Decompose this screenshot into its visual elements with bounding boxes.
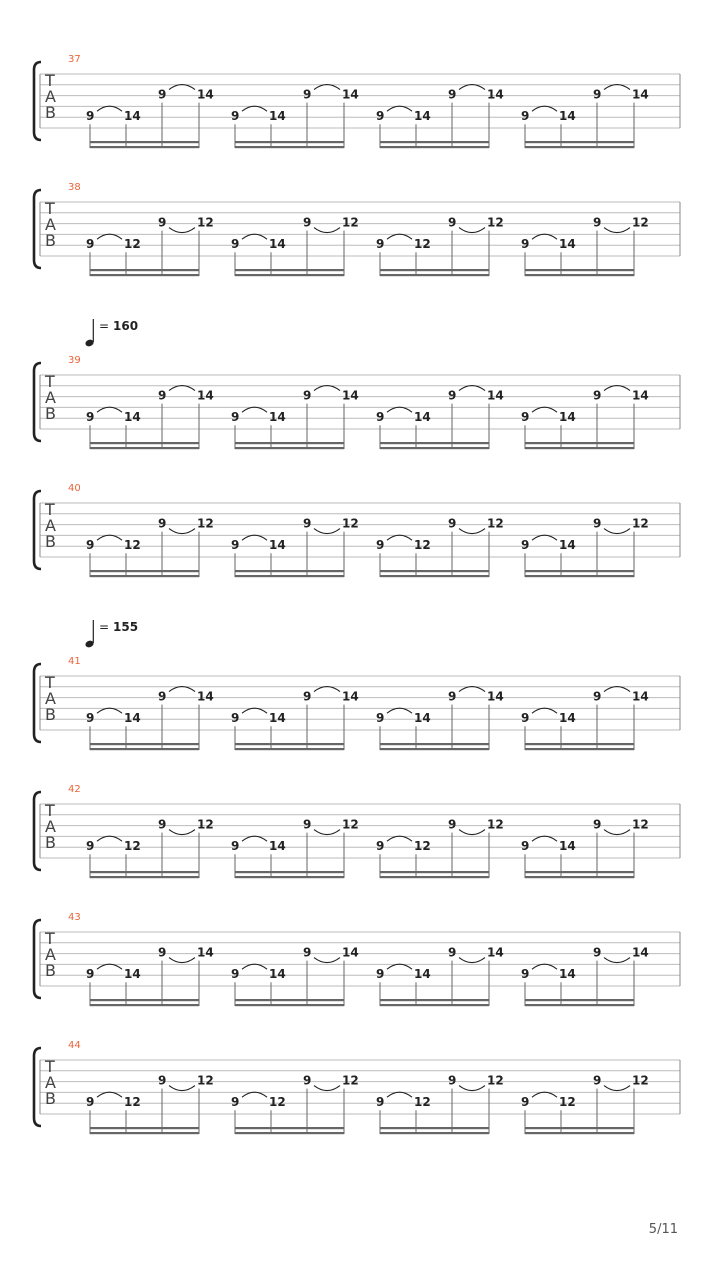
- beam-secondary: [380, 871, 489, 873]
- slur-arc: [242, 535, 267, 540]
- fret-number: 9: [376, 839, 385, 854]
- fret-number: 12: [632, 215, 649, 230]
- slur-arc: [314, 85, 340, 90]
- tab-clef-letter: B: [45, 705, 56, 724]
- beam-primary: [235, 575, 344, 577]
- tab-clef-letter: B: [45, 961, 56, 980]
- fret-number: 14: [487, 689, 504, 704]
- fret-number: 9: [158, 945, 167, 960]
- beam-primary: [525, 1004, 634, 1006]
- slur-arc: [242, 106, 267, 111]
- fret-number: 14: [414, 109, 431, 124]
- beam-primary: [235, 274, 344, 276]
- beam-secondary: [235, 570, 344, 572]
- fret-number: 14: [269, 538, 286, 553]
- slur-arc: [459, 958, 485, 963]
- slur-arc: [97, 836, 122, 841]
- fret-number: 9: [521, 237, 530, 252]
- beam-secondary: [235, 871, 344, 873]
- fret-number: 9: [376, 109, 385, 124]
- fret-number: 9: [303, 215, 312, 230]
- fret-number: 12: [342, 817, 359, 832]
- fret-number: 12: [487, 215, 504, 230]
- slur-arc: [604, 1086, 630, 1091]
- slur-arc: [169, 958, 195, 963]
- slur-arc: [532, 106, 557, 111]
- slur-arc: [387, 407, 412, 412]
- fret-number: 12: [124, 538, 141, 553]
- fret-number: 9: [593, 516, 602, 531]
- fret-number: 14: [269, 410, 286, 425]
- beam-secondary: [235, 141, 344, 143]
- slur-arc: [242, 836, 267, 841]
- slur-arc: [242, 964, 267, 969]
- tab-clef-letter: B: [45, 1089, 56, 1108]
- fret-number: 9: [448, 817, 457, 832]
- tab-clef-letter: T: [45, 1057, 55, 1076]
- fret-number: 9: [231, 237, 240, 252]
- beam-secondary: [525, 570, 634, 572]
- beam-primary: [380, 146, 489, 148]
- slur-arc: [387, 836, 412, 841]
- tab-clef-letter: T: [45, 199, 55, 218]
- slur-arc: [459, 386, 485, 391]
- fret-number: 9: [376, 410, 385, 425]
- fret-number: 9: [376, 1095, 385, 1110]
- measure-number: 41: [68, 656, 81, 667]
- beam-primary: [525, 146, 634, 148]
- slur-arc: [242, 407, 267, 412]
- fret-number: 9: [593, 388, 602, 403]
- fret-number: 9: [158, 817, 167, 832]
- fret-number: 14: [197, 388, 214, 403]
- fret-number: 9: [86, 538, 95, 553]
- fret-number: 12: [487, 817, 504, 832]
- slur-arc: [387, 1092, 412, 1097]
- fret-number: 9: [303, 945, 312, 960]
- slur-arc: [604, 958, 630, 963]
- beam-primary: [380, 748, 489, 750]
- slur-arc: [169, 830, 195, 835]
- slur-arc: [459, 830, 485, 835]
- fret-number: 9: [521, 839, 530, 854]
- fret-number: 12: [559, 1095, 576, 1110]
- fret-number: 12: [269, 1095, 286, 1110]
- beam-primary: [235, 876, 344, 878]
- slur-arc: [459, 529, 485, 534]
- beam-secondary: [525, 999, 634, 1001]
- fret-number: 14: [124, 410, 141, 425]
- fret-number: 14: [487, 945, 504, 960]
- fret-number: 9: [521, 1095, 530, 1110]
- slur-arc: [604, 85, 630, 90]
- fret-number: 9: [158, 689, 167, 704]
- slur-arc: [532, 1092, 557, 1097]
- beam-primary: [525, 447, 634, 449]
- fret-number: 14: [559, 538, 576, 553]
- fret-number: 12: [124, 237, 141, 252]
- fret-number: 14: [559, 109, 576, 124]
- slur-arc: [97, 234, 122, 239]
- measure-number: 43: [68, 912, 81, 923]
- fret-number: 9: [158, 87, 167, 102]
- beam-secondary: [380, 442, 489, 444]
- slur-arc: [169, 386, 195, 391]
- fret-number: 14: [414, 711, 431, 726]
- fret-number: 14: [124, 967, 141, 982]
- slur-arc: [387, 708, 412, 713]
- tab-clef-letter: B: [45, 231, 56, 250]
- beam-secondary: [525, 141, 634, 143]
- beam-secondary: [235, 743, 344, 745]
- fret-number: 9: [231, 410, 240, 425]
- fret-number: 14: [632, 945, 649, 960]
- fret-number: 9: [376, 538, 385, 553]
- fret-number: 9: [86, 1095, 95, 1110]
- slur-arc: [387, 535, 412, 540]
- fret-number: 14: [559, 410, 576, 425]
- beam-secondary: [380, 269, 489, 271]
- beam-secondary: [90, 442, 199, 444]
- fret-number: 9: [303, 87, 312, 102]
- fret-number: 14: [269, 109, 286, 124]
- slur-arc: [387, 964, 412, 969]
- tab-clef-letter: T: [45, 71, 55, 90]
- beam-secondary: [90, 141, 199, 143]
- beam-primary: [90, 748, 199, 750]
- fret-number: 12: [414, 237, 431, 252]
- fret-number: 9: [448, 516, 457, 531]
- fret-number: 14: [487, 87, 504, 102]
- beam-primary: [525, 575, 634, 577]
- slur-arc: [314, 529, 340, 534]
- fret-number: 9: [593, 87, 602, 102]
- slur-arc: [169, 687, 195, 692]
- slur-arc: [604, 386, 630, 391]
- measure-number: 37: [68, 54, 81, 65]
- fret-number: 9: [593, 215, 602, 230]
- fret-number: 14: [342, 388, 359, 403]
- tab-clef-letter: A: [45, 516, 56, 535]
- fret-number: 9: [303, 689, 312, 704]
- fret-number: 14: [124, 711, 141, 726]
- fret-number: 14: [632, 689, 649, 704]
- tab-clef-letter: A: [45, 87, 56, 106]
- beam-secondary: [380, 999, 489, 1001]
- fret-number: 14: [632, 388, 649, 403]
- tab-clef-letter: B: [45, 404, 56, 423]
- slur-arc: [97, 535, 122, 540]
- beam-secondary: [525, 269, 634, 271]
- slur-arc: [314, 830, 340, 835]
- fret-number: 12: [342, 1073, 359, 1088]
- fret-number: 9: [376, 967, 385, 982]
- fret-number: 9: [86, 237, 95, 252]
- page-number: 5/11: [648, 1222, 678, 1237]
- beam-primary: [380, 575, 489, 577]
- slur-arc: [604, 529, 630, 534]
- fret-number: 9: [86, 410, 95, 425]
- beam-secondary: [525, 1127, 634, 1129]
- fret-number: 14: [414, 967, 431, 982]
- fret-number: 9: [86, 711, 95, 726]
- slur-arc: [314, 687, 340, 692]
- measure-number: 39: [68, 355, 81, 366]
- beam-primary: [90, 447, 199, 449]
- slur-arc: [242, 234, 267, 239]
- slur-arc: [97, 407, 122, 412]
- fret-number: 9: [521, 410, 530, 425]
- beam-secondary: [525, 871, 634, 873]
- fret-number: 9: [158, 215, 167, 230]
- beam-primary: [380, 1132, 489, 1134]
- tempo-value: 160: [113, 319, 139, 333]
- tab-clef-letter: T: [45, 801, 55, 820]
- beam-primary: [90, 1132, 199, 1134]
- fret-number: 9: [521, 967, 530, 982]
- slur-arc: [97, 106, 122, 111]
- fret-number: 9: [231, 839, 240, 854]
- fret-number: 14: [342, 87, 359, 102]
- slur-arc: [314, 228, 340, 233]
- fret-number: 9: [231, 538, 240, 553]
- fret-number: 14: [269, 967, 286, 982]
- fret-number: 9: [231, 109, 240, 124]
- fret-number: 9: [303, 388, 312, 403]
- fret-number: 12: [414, 839, 431, 854]
- fret-number: 9: [448, 1073, 457, 1088]
- fret-number: 9: [521, 711, 530, 726]
- tab-clef-letter: T: [45, 929, 55, 948]
- tab-clef-letter: T: [45, 372, 55, 391]
- fret-number: 14: [269, 839, 286, 854]
- fret-number: 9: [593, 817, 602, 832]
- tab-clef-letter: A: [45, 945, 56, 964]
- fret-number: 14: [559, 237, 576, 252]
- tempo-value: 155: [113, 620, 139, 634]
- beam-secondary: [380, 570, 489, 572]
- fret-number: 12: [197, 516, 214, 531]
- beam-primary: [90, 274, 199, 276]
- beam-secondary: [90, 871, 199, 873]
- fret-number: 12: [414, 538, 431, 553]
- tab-clef-letter: B: [45, 833, 56, 852]
- fret-number: 12: [414, 1095, 431, 1110]
- beam-primary: [90, 575, 199, 577]
- beam-primary: [235, 1132, 344, 1134]
- slur-arc: [459, 1086, 485, 1091]
- fret-number: 9: [593, 689, 602, 704]
- slur-arc: [532, 234, 557, 239]
- fret-number: 14: [197, 689, 214, 704]
- fret-number: 12: [342, 516, 359, 531]
- fret-number: 14: [269, 711, 286, 726]
- beam-secondary: [525, 442, 634, 444]
- fret-number: 14: [559, 839, 576, 854]
- fret-number: 12: [632, 1073, 649, 1088]
- beam-secondary: [380, 1127, 489, 1129]
- fret-number: 9: [231, 967, 240, 982]
- fret-number: 14: [197, 945, 214, 960]
- fret-number: 12: [632, 817, 649, 832]
- slur-arc: [387, 234, 412, 239]
- fret-number: 9: [376, 237, 385, 252]
- beam-secondary: [380, 743, 489, 745]
- slur-arc: [532, 708, 557, 713]
- tab-clef-letter: A: [45, 817, 56, 836]
- fret-number: 9: [303, 516, 312, 531]
- fret-number: 9: [86, 109, 95, 124]
- beam-primary: [525, 274, 634, 276]
- slur-arc: [314, 1086, 340, 1091]
- slur-arc: [532, 964, 557, 969]
- slur-arc: [169, 85, 195, 90]
- slur-arc: [532, 535, 557, 540]
- fret-number: 9: [521, 538, 530, 553]
- beam-primary: [525, 1132, 634, 1134]
- fret-number: 9: [86, 967, 95, 982]
- beam-primary: [90, 876, 199, 878]
- slur-arc: [169, 1086, 195, 1091]
- tab-clef-letter: A: [45, 689, 56, 708]
- fret-number: 14: [559, 711, 576, 726]
- fret-number: 14: [269, 237, 286, 252]
- fret-number: 9: [86, 839, 95, 854]
- beam-secondary: [90, 269, 199, 271]
- slur-arc: [532, 407, 557, 412]
- fret-number: 12: [342, 215, 359, 230]
- measure-number: 44: [68, 1040, 81, 1051]
- fret-number: 14: [124, 109, 141, 124]
- fret-number: 12: [197, 215, 214, 230]
- beam-secondary: [235, 1127, 344, 1129]
- fret-number: 9: [593, 1073, 602, 1088]
- tab-clef-letter: B: [45, 103, 56, 122]
- measure-number: 42: [68, 784, 81, 795]
- beam-primary: [235, 146, 344, 148]
- beam-primary: [235, 748, 344, 750]
- slur-arc: [242, 1092, 267, 1097]
- slur-arc: [314, 386, 340, 391]
- beam-secondary: [90, 743, 199, 745]
- fret-number: 9: [231, 711, 240, 726]
- fret-number: 12: [197, 1073, 214, 1088]
- fret-number: 9: [303, 1073, 312, 1088]
- tab-clef-letter: B: [45, 532, 56, 551]
- fret-number: 9: [158, 516, 167, 531]
- tab-clef-letter: T: [45, 673, 55, 692]
- fret-number: 9: [376, 711, 385, 726]
- slur-arc: [97, 1092, 122, 1097]
- beam-secondary: [90, 570, 199, 572]
- beam-secondary: [235, 999, 344, 1001]
- fret-number: 9: [448, 87, 457, 102]
- fret-number: 12: [124, 839, 141, 854]
- fret-number: 12: [197, 817, 214, 832]
- fret-number: 9: [448, 215, 457, 230]
- slur-arc: [604, 830, 630, 835]
- fret-number: 9: [231, 1095, 240, 1110]
- beam-primary: [235, 447, 344, 449]
- slur-arc: [459, 85, 485, 90]
- fret-number: 9: [158, 1073, 167, 1088]
- beam-primary: [380, 1004, 489, 1006]
- fret-number: 9: [303, 817, 312, 832]
- beam-secondary: [380, 141, 489, 143]
- beam-primary: [90, 146, 199, 148]
- fret-number: 9: [593, 945, 602, 960]
- fret-number: 14: [632, 87, 649, 102]
- slur-arc: [459, 687, 485, 692]
- beam-secondary: [90, 1127, 199, 1129]
- fret-number: 14: [197, 87, 214, 102]
- fret-number: 12: [487, 516, 504, 531]
- slur-arc: [242, 708, 267, 713]
- tab-clef-letter: A: [45, 1073, 56, 1092]
- slur-arc: [604, 687, 630, 692]
- slur-arc: [97, 964, 122, 969]
- tab-clef-letter: A: [45, 388, 56, 407]
- fret-number: 14: [414, 410, 431, 425]
- fret-number: 9: [521, 109, 530, 124]
- fret-number: 9: [448, 689, 457, 704]
- beam-primary: [525, 748, 634, 750]
- slur-arc: [459, 228, 485, 233]
- fret-number: 12: [632, 516, 649, 531]
- beam-primary: [525, 876, 634, 878]
- beam-primary: [380, 447, 489, 449]
- fret-number: 14: [559, 967, 576, 982]
- fret-number: 14: [342, 945, 359, 960]
- slur-arc: [604, 228, 630, 233]
- slur-arc: [169, 529, 195, 534]
- fret-number: 14: [342, 689, 359, 704]
- fret-number: 9: [158, 388, 167, 403]
- slur-arc: [532, 836, 557, 841]
- beam-secondary: [90, 999, 199, 1001]
- tempo-equals: =: [99, 319, 110, 333]
- fret-number: 9: [448, 945, 457, 960]
- measure-number: 40: [68, 483, 81, 494]
- slur-arc: [169, 228, 195, 233]
- fret-number: 14: [487, 388, 504, 403]
- slur-arc: [97, 708, 122, 713]
- fret-number: 9: [448, 388, 457, 403]
- fret-number: 12: [487, 1073, 504, 1088]
- beam-primary: [235, 1004, 344, 1006]
- beam-secondary: [235, 269, 344, 271]
- fret-number: 12: [124, 1095, 141, 1110]
- slur-arc: [387, 106, 412, 111]
- tempo-equals: =: [99, 620, 110, 634]
- beam-primary: [90, 1004, 199, 1006]
- tab-clef-letter: T: [45, 500, 55, 519]
- beam-primary: [380, 876, 489, 878]
- beam-secondary: [525, 743, 634, 745]
- beam-primary: [380, 274, 489, 276]
- tab-clef-letter: A: [45, 215, 56, 234]
- slur-arc: [314, 958, 340, 963]
- beam-secondary: [235, 442, 344, 444]
- measure-number: 38: [68, 182, 81, 193]
